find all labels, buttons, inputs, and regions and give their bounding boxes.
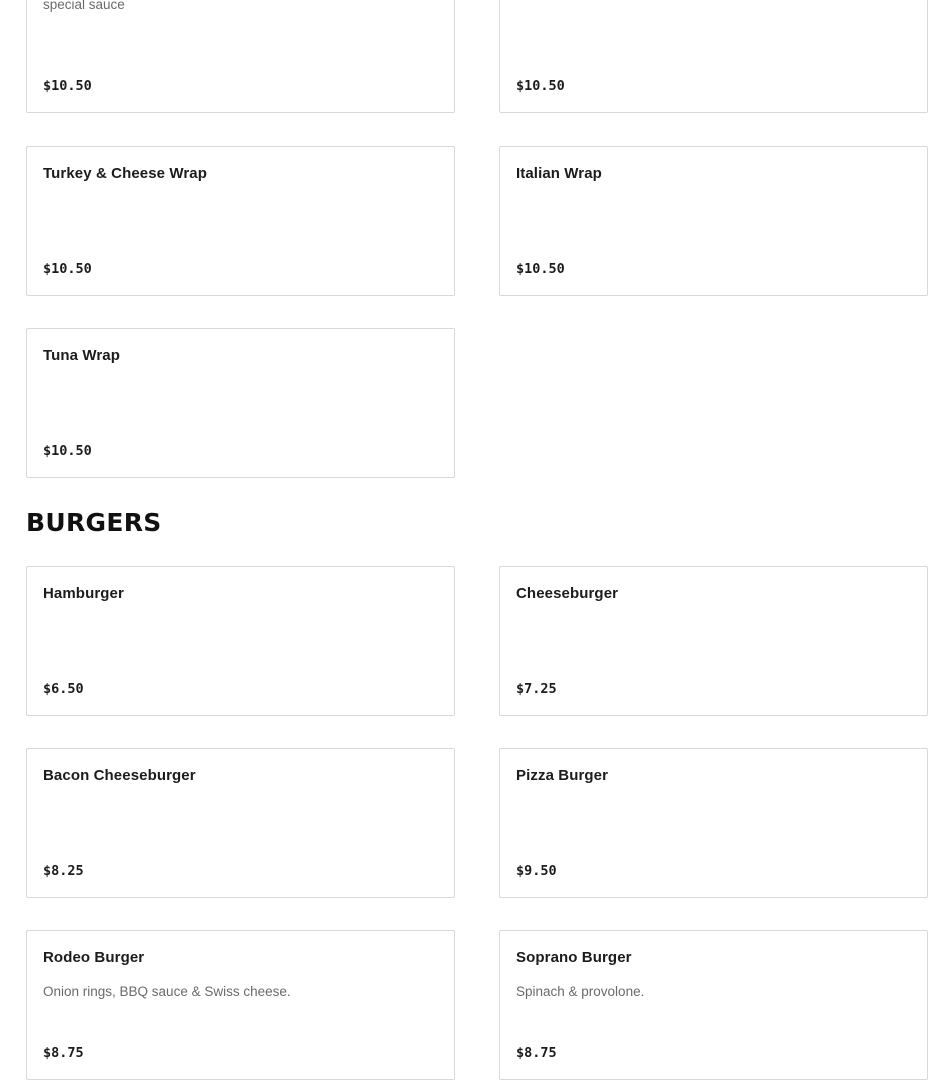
menu-item-description: special sauce	[43, 0, 125, 12]
menu-item-card[interactable]	[26, 748, 455, 898]
menu-item-description: Onion rings, BBQ sauce & Swiss cheese.	[43, 984, 291, 999]
menu-item-price: $10.50	[43, 261, 92, 277]
menu-item-name: Tuna Wrap	[43, 347, 121, 364]
menu-item-card[interactable]	[26, 146, 455, 296]
menu-item-price: $8.25	[43, 863, 84, 879]
menu-item-card[interactable]	[26, 566, 455, 716]
menu-item-name: Cheeseburger	[516, 585, 619, 602]
menu-item-name: Hamburger	[43, 585, 124, 602]
menu-item-description: Spinach & provolone.	[516, 984, 645, 999]
menu-item-card[interactable]	[499, 748, 928, 898]
menu-item-price: $10.50	[43, 443, 92, 459]
menu-item-card[interactable]	[26, 328, 455, 478]
menu-item-price: $9.50	[516, 863, 557, 879]
menu-item-price: $10.50	[516, 261, 565, 277]
menu-item-card[interactable]	[499, 566, 928, 716]
menu-item-name: Bacon Cheeseburger	[43, 767, 196, 784]
menu-item-name: Rodeo Burger	[43, 949, 145, 966]
menu-item-price: $10.50	[43, 78, 92, 94]
menu-item-price: $7.25	[516, 681, 557, 697]
menu-item-name: Turkey & Cheese Wrap	[43, 165, 208, 182]
menu-item-card[interactable]	[26, 0, 455, 113]
menu-item-price: $8.75	[516, 1045, 557, 1061]
menu-item-name: Italian Wrap	[516, 165, 602, 182]
menu-item-price: $8.75	[43, 1045, 84, 1061]
menu-item-card[interactable]	[499, 0, 928, 113]
menu-item-card[interactable]	[26, 930, 455, 1080]
section-title-burgers: BURGERS	[26, 508, 162, 537]
menu-item-card[interactable]	[499, 146, 928, 296]
menu-item-name: Soprano Burger	[516, 949, 632, 966]
menu-item-price: $6.50	[43, 681, 84, 697]
menu-item-price: $10.50	[516, 78, 565, 94]
menu-item-card[interactable]	[499, 930, 928, 1080]
menu-item-name: Pizza Burger	[516, 767, 609, 784]
